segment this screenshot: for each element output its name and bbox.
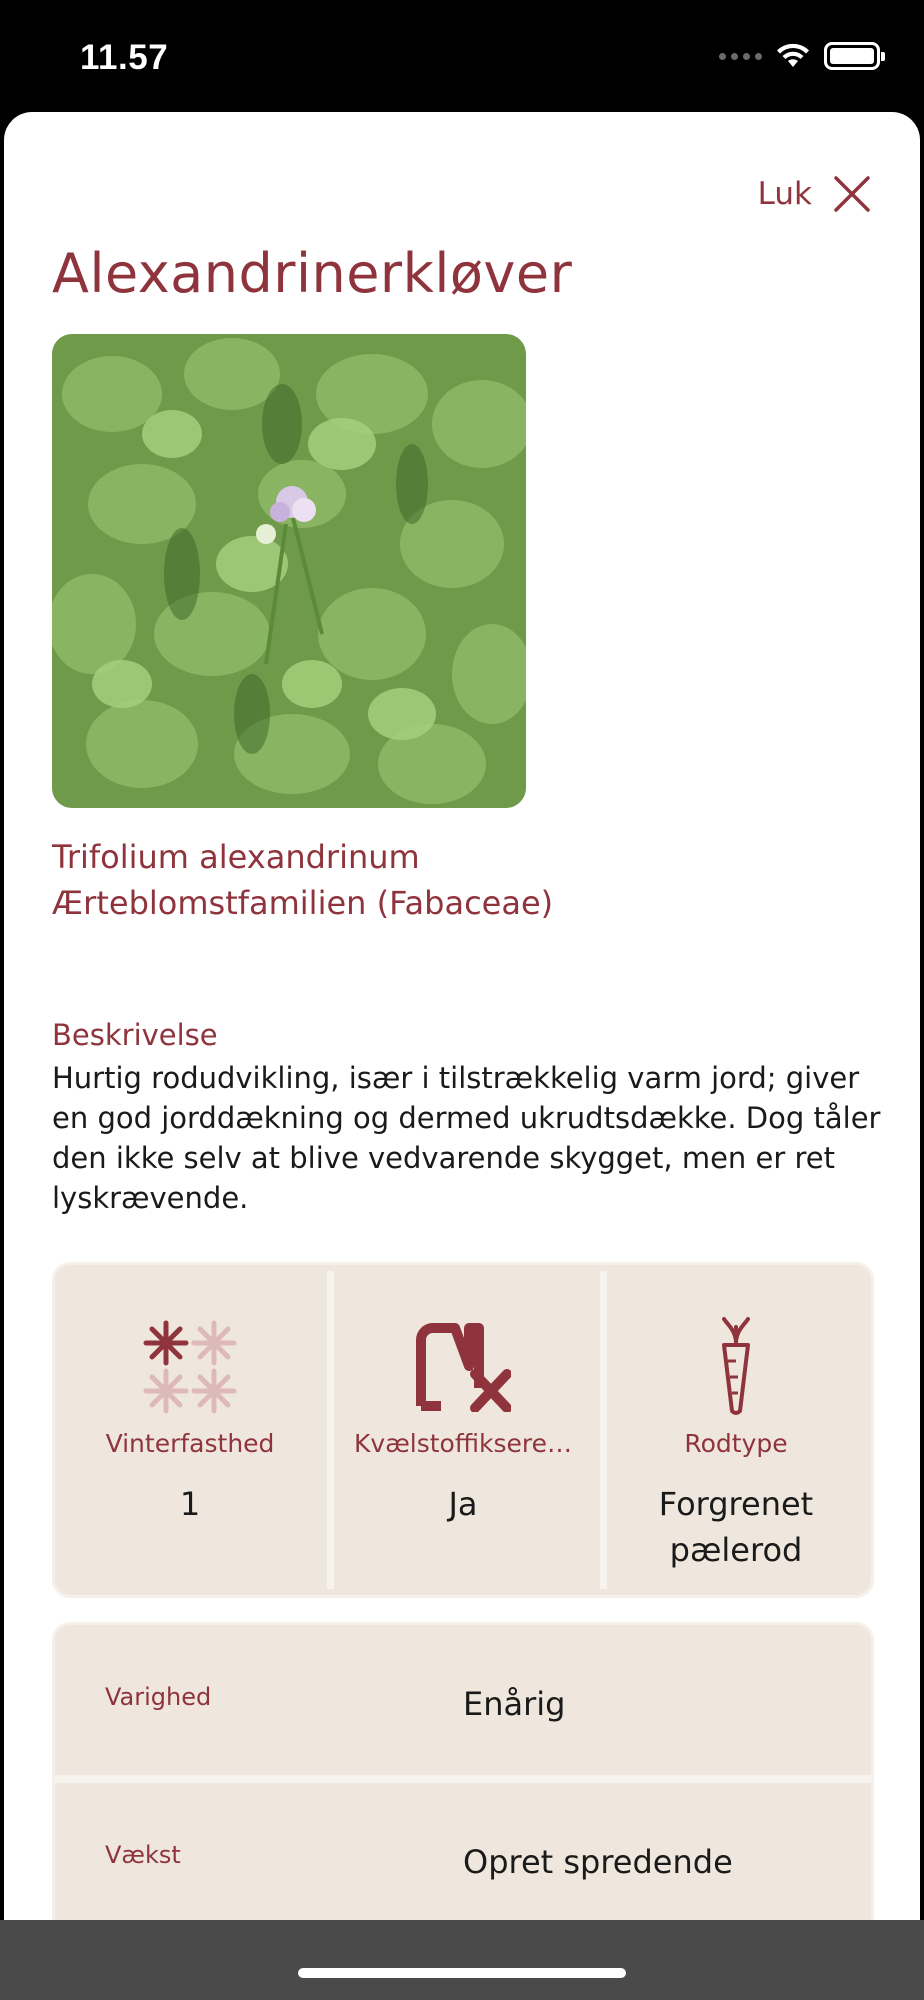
plant-detail-sheet — [4, 112, 920, 1920]
stat-value: 1 — [179, 1485, 201, 1523]
battery-icon — [824, 42, 880, 70]
home-area — [0, 1920, 924, 2000]
close-button[interactable] — [758, 174, 872, 214]
stat-nitrogen-fixation — [327, 1271, 592, 1589]
stat-label: Vinterfasthed — [105, 1429, 275, 1458]
plant-family: Ærteblomstfamilien (Fabaceae) — [52, 884, 554, 922]
wifi-icon — [776, 43, 810, 69]
status-time: 11.57 — [80, 38, 169, 77]
status-bar — [0, 0, 924, 112]
stats-card — [52, 1262, 874, 1598]
property-label: Vækst — [105, 1841, 181, 1869]
home-indicator[interactable] — [298, 1968, 626, 1978]
stat-label: Kvælstoffiksere… — [354, 1429, 572, 1458]
stat-value: Forgrenet pælerod — [658, 1485, 814, 1569]
property-row — [55, 1775, 871, 1920]
close-icon — [832, 174, 872, 214]
plant-title: Alexandrinerkløver — [52, 242, 573, 305]
latin-name: Trifolium alexandrinum — [52, 838, 420, 876]
property-value: Enårig — [463, 1685, 566, 1723]
description-text: Hurtig rodudvikling, især i tilstrækkelig varm jord; giver en god jorddækning og dermed ukrudtsdække. Dog tåler den ikke selv at blive vedvarende skygget, men er ret lyskrævende. — [52, 1061, 881, 1215]
plant-photo — [52, 334, 526, 808]
stat-value: Ja — [448, 1485, 478, 1523]
stat-label: Rodtype — [684, 1429, 788, 1458]
close-label: Luk — [757, 176, 812, 212]
snowflake-icon — [61, 1317, 319, 1417]
stat-root-type — [600, 1271, 865, 1589]
description-heading: Beskrivelse — [52, 1018, 218, 1052]
property-value: Opret spredende — [463, 1843, 733, 1881]
property-label: Varighed — [105, 1683, 212, 1711]
nitrogen-fixation-icon — [334, 1317, 592, 1417]
carrot-root-icon — [607, 1317, 865, 1417]
stat-winter-hardiness — [61, 1271, 319, 1589]
status-icons — [719, 42, 880, 70]
properties-table — [52, 1622, 874, 1920]
plant-latin-info — [52, 834, 553, 926]
cellular-signal-icon — [719, 53, 762, 60]
property-row — [55, 1625, 871, 1775]
